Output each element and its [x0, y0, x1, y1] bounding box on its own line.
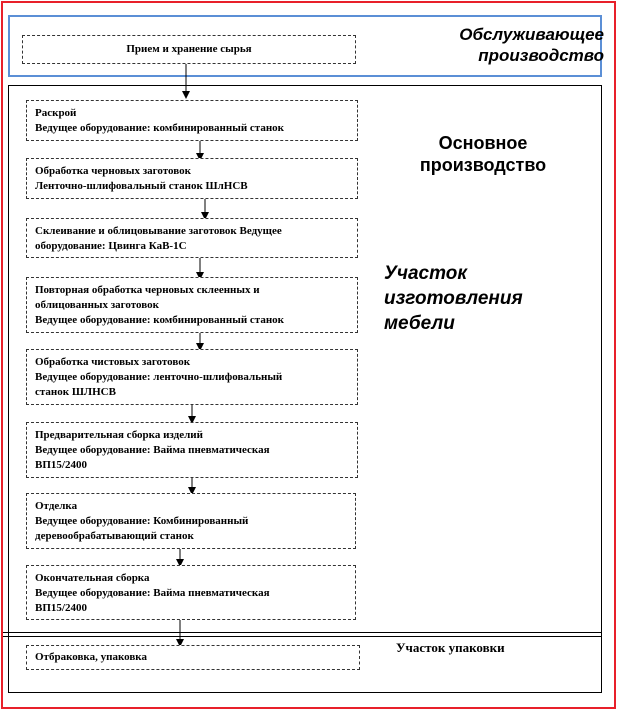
service-production-label: Обслуживающее производство [459, 25, 604, 65]
step-rejection-packing: Отбраковка, упаковка [26, 645, 360, 670]
step-gluing-veneering: Склеивание и облицовывание заготовок Ведущее оборудование: Цвинга КаВ-1С [26, 218, 358, 258]
packing-section-label: Участок упаковки [396, 640, 505, 655]
step-cutting: Раскрой Ведущее оборудование: комбинированный станок [26, 100, 358, 141]
main-production-label: Основное производство [419, 133, 547, 175]
step-preliminary-assembly: Предварительная сборка изделий Ведущее оборудование: Вайма пневматическая ВП15/2400 [26, 422, 358, 478]
step-final-assembly: Окончательная сборка Ведущее оборудование: Вайма пневматическая ВП15/2400 [26, 565, 356, 620]
step-rough-blank-processing: Обработка черновых заготовок Ленточно-шлифовальный станок ШлНСВ [26, 158, 358, 199]
step-finishing: Отделка Ведущее оборудование: Комбинированный деревообрабатывающий станок [26, 493, 356, 549]
step-repeat-rough-processing: Повторная обработка черновых склеенных и облицованных заготовок Ведущее оборудование: комбинированный станок [26, 277, 358, 333]
step-finish-blank-processing: Обработка чистовых заготовок Ведущее оборудование: ленточно-шлифовальный станок ШЛНСВ [26, 349, 358, 405]
step-raw-material-intake: Прием и хранение сырья [22, 35, 356, 64]
furniture-section-label: Участок изготовления мебели [384, 263, 523, 334]
